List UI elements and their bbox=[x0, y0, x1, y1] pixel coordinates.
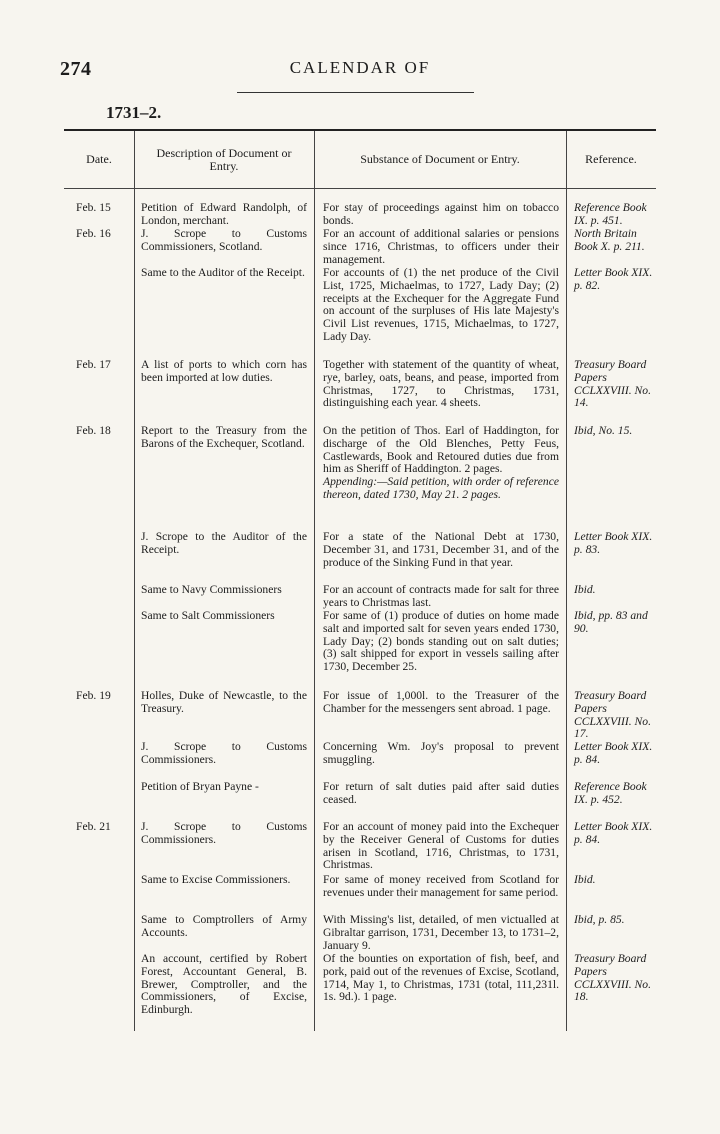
row-description: Same to the Auditor of the Receipt. bbox=[141, 266, 305, 279]
row-reference: Ibid, No. 15. bbox=[574, 424, 633, 437]
row-description: A list of ports to which corn has been imported at low duties. bbox=[141, 358, 307, 384]
row-date: Feb. 15 bbox=[76, 201, 111, 214]
col-reference-header: Reference. bbox=[585, 152, 637, 166]
row-description: J. Scrope to Customs Commissioners, Scotland. bbox=[141, 227, 307, 253]
row-date: Feb. 17 bbox=[76, 358, 111, 371]
col-date-header: Date. bbox=[86, 152, 112, 166]
row-substance: For an account of money paid into the Exchequer by the Receiver General of Customs for duties arisen in Scotland, 1716, Christmas, to 1731, Christmas. bbox=[323, 820, 559, 872]
row-date: Feb. 21 bbox=[76, 820, 111, 833]
row-substance: For issue of 1,000l. to the Treasurer of the Chamber for the messengers sent abroad. 1 page. bbox=[323, 689, 559, 715]
row-reference: Reference Book IX. p. 451. bbox=[574, 201, 647, 227]
row-substance: On the petition of Thos. Earl of Haddington, for discharge of the Old Blenches, Petty Feus, Castlewards, Book and Retoured duties due from him as Sheriff of Haddington. 2 pages. bbox=[323, 424, 559, 476]
row-reference: Treasury Board Papers CCLXXVIII. No. 14. bbox=[574, 358, 651, 410]
row-date: Feb. 19 bbox=[76, 689, 111, 702]
column-divider bbox=[314, 131, 315, 1031]
row-reference: Letter Book XIX. p. 84. bbox=[574, 820, 653, 846]
row-substance: With Missing's list, detailed, of men victualled at Gibraltar garrison, 1731, December 13, to 1731–2, January 9. bbox=[323, 913, 559, 952]
col-substance-header: Substance of Document or Entry. bbox=[360, 152, 520, 166]
running-head: CALENDAR OF bbox=[289, 58, 431, 77]
row-substance: For an account of additional salaries or pensions since 1716, Christmas, to officers under their management. bbox=[323, 227, 559, 266]
row-description: J. Scrope to the Auditor of the Receipt. bbox=[141, 530, 307, 556]
row-reference: Letter Book XIX. p. 84. bbox=[574, 740, 653, 766]
row-reference: Ibid. bbox=[574, 583, 596, 596]
table-header bbox=[64, 131, 656, 189]
row-substance: For a state of the National Debt at 1730, December 31, and 1731, December 31, and of the produce of the Sinking Fund in that year. bbox=[323, 530, 559, 569]
row-description: Same to Salt Commissioners bbox=[141, 609, 275, 622]
column-divider bbox=[134, 131, 135, 1031]
row-substance: For an account of contracts made for salt for three years to Christmas last. bbox=[323, 583, 559, 609]
row-description: Petition of Edward Randolph, of London, merchant. bbox=[141, 201, 307, 227]
row-description: An account, certified by Robert Forest, Accountant General, B. Brewer, Comptroller, and the Commissioners, of Excise, Edinburgh. bbox=[141, 952, 307, 1017]
row-reference: Ibid. bbox=[574, 873, 596, 886]
row-description: Petition of Bryan Payne - bbox=[141, 780, 259, 793]
row-date: Feb. 18 bbox=[76, 424, 111, 437]
row-description: J. Scrope to Customs Commissioners. bbox=[141, 820, 307, 846]
row-description: J. Scrope to Customs Commissioners. bbox=[141, 740, 307, 766]
row-description: Same to Navy Commissioners bbox=[141, 583, 282, 596]
row-reference: North Britain Book X. p. 211. bbox=[574, 227, 645, 253]
row-reference: Ibid, pp. 83 and 90. bbox=[574, 609, 648, 635]
row-substance-block bbox=[323, 425, 559, 502]
row-reference: Letter Book XIX. p. 83. bbox=[574, 530, 653, 556]
row-reference: Treasury Board Papers CCLXXVIII. No. 17. bbox=[574, 689, 651, 741]
row-substance: Concerning Wm. Joy's proposal to prevent smuggling. bbox=[323, 740, 559, 766]
row-substance: For same of money received from Scotland for revenues under their management for same period. bbox=[323, 873, 559, 899]
row-description: Report to the Treasury from the Barons of the Exchequer, Scotland. bbox=[141, 424, 307, 450]
year-heading: 1731–2. bbox=[106, 103, 162, 122]
row-reference: Treasury Board Papers CCLXXVIII. No. 18. bbox=[574, 952, 651, 1004]
row-description: Holles, Duke of Newcastle, to the Treasury. bbox=[141, 689, 307, 715]
row-date: Feb. 16 bbox=[76, 227, 111, 240]
row-substance: For accounts of (1) the net produce of the Civil List, 1725, Michaelmas, to 1727, Lady Day; (2) receipts at the Exchequer for the Aggregate Fund on account of the surpluses of His late Majesty's Civil List revenues, 1715, Michaelmas, to 1727, Lady Day. bbox=[323, 266, 559, 343]
page-number: 274 bbox=[60, 58, 92, 80]
col-description-header: Description of Document or Entry. bbox=[156, 145, 292, 173]
row-substance: Together with statement of the quantity of wheat, rye, barley, oats, beans, and pease, imported from Christmas, 1727, to Christmas, 1731, distinguishing each year. 4 sheets. bbox=[323, 358, 559, 410]
row-reference: Ibid, p. 85. bbox=[574, 913, 625, 926]
column-divider bbox=[566, 131, 567, 1031]
row-appending-note: Appending:—Said petition, with order of reference thereon, dated 1730, May 21. 2 pages. bbox=[323, 475, 559, 501]
row-reference: Reference Book IX. p. 452. bbox=[574, 780, 647, 806]
row-substance: For same of (1) produce of duties on home made salt and imported salt for seven years ended 1730, Lady Day; (2) bonds standing out on salt duties; (3) salt shipped for export in vessels sailing after 1730, December 25. bbox=[323, 609, 559, 674]
calendar-table bbox=[64, 129, 656, 1031]
row-substance: For stay of proceedings against him on tobacco bonds. bbox=[323, 201, 559, 227]
header-rule bbox=[237, 92, 474, 93]
row-description: Same to Comptrollers of Army Accounts. bbox=[141, 913, 307, 939]
row-reference: Letter Book XIX. p. 82. bbox=[574, 266, 653, 292]
row-substance: For return of salt duties paid after said duties ceased. bbox=[323, 780, 559, 806]
row-description: Same to Excise Commissioners. bbox=[141, 873, 291, 886]
row-substance: Of the bounties on exportation of fish, beef, and pork, paid out of the revenues of Excise, Scotland, 1714, May 1, to Christmas, 1731 (total, 111,231l. 1s. 9d.). 1 page. bbox=[323, 952, 559, 1004]
